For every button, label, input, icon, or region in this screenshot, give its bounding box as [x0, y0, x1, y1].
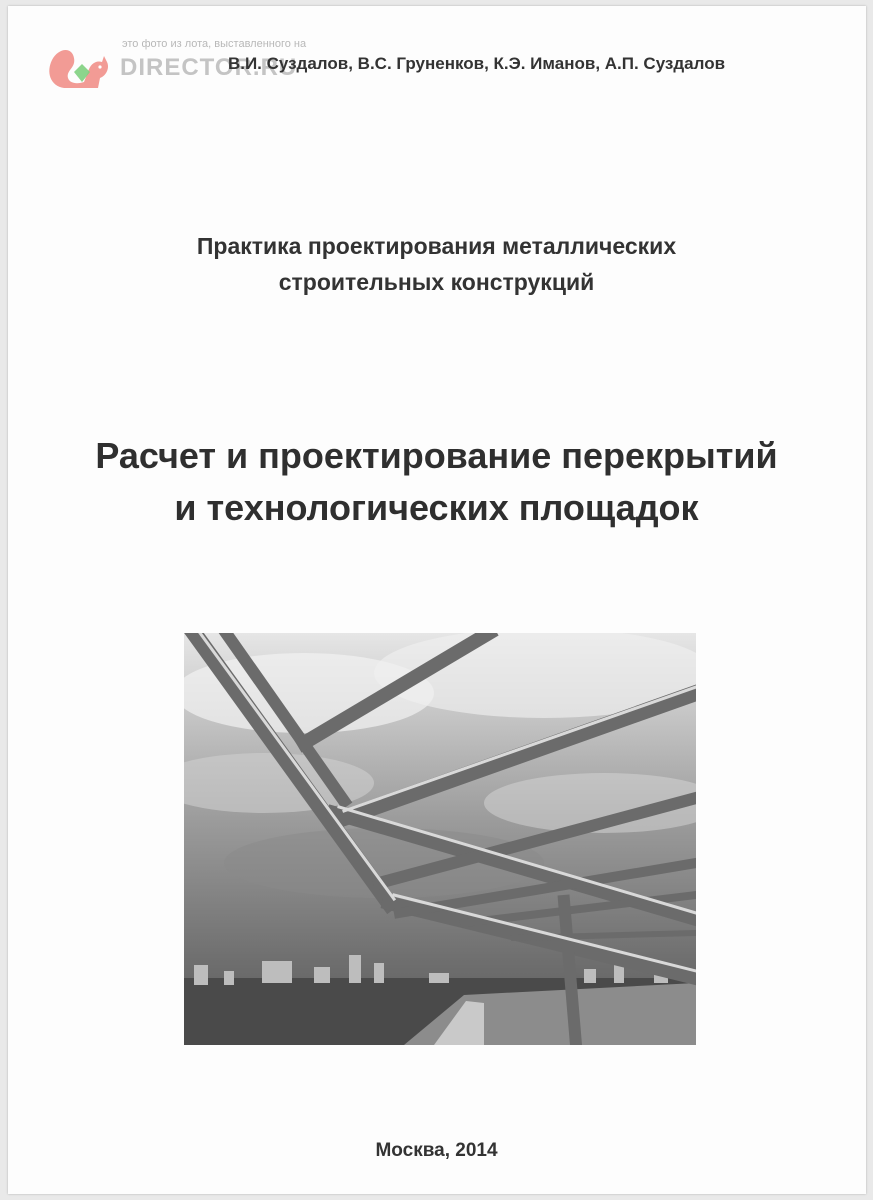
book-title	[0, 430, 873, 534]
place-year: Москва, 2014	[375, 1140, 498, 1161]
series-line-1: Практика проектирования металлических	[196, 233, 677, 259]
series-title	[0, 228, 873, 300]
title-line-1: Расчет и проектирование перекрытий	[95, 435, 778, 476]
series-line-2: строительных конструкций	[278, 269, 595, 295]
watermark-caption: это фото из лота, выставленного на	[122, 38, 307, 50]
watermark-brand: DIRECTOR.RU	[120, 54, 298, 81]
authors: В.И. Суздалов, В.С. Груненков, К.Э. Иманов, А.П. Суздалов	[227, 54, 726, 73]
title-line-2: и технологических площадок	[174, 487, 699, 528]
steel-frame-photo	[184, 633, 696, 1045]
